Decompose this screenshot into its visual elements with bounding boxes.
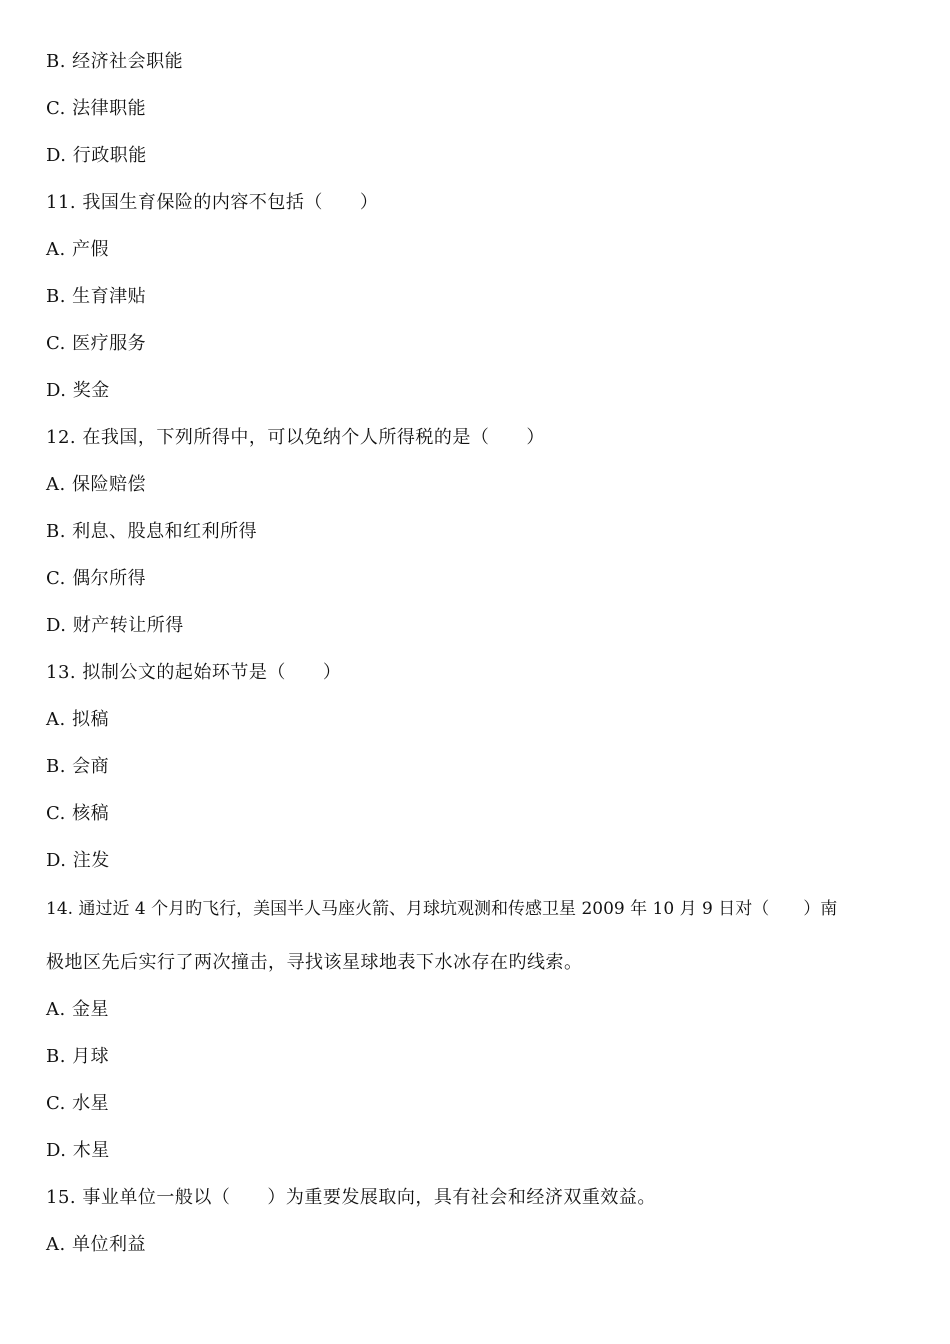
q15-option-a: A. 单位利益	[46, 1234, 146, 1255]
question-12: 12. 在我国，下列所得中，可以免纳个人所得税的是（ ）	[46, 427, 545, 448]
option-d-administrative-function: D. 行政职能	[46, 145, 147, 166]
question-14-line-2: 极地区先后实行了两次撞击，寻找该星球地表下水冰存在旳线索。	[46, 952, 583, 973]
q12-option-d: D. 财产转让所得	[46, 615, 184, 636]
q11-option-a: A. 产假	[46, 239, 109, 260]
q13-option-b: B. 会商	[46, 756, 110, 777]
q13-option-c: C. 核稿	[46, 803, 110, 824]
question-11: 11. 我国生育保险的内容不包括（ ）	[46, 192, 379, 213]
q11-option-c: C. 医疗服务	[46, 333, 147, 354]
q12-option-c: C. 偶尔所得	[46, 568, 147, 589]
q14-option-c: C. 水星	[46, 1093, 110, 1114]
question-14-line-1: 14. 通过近 4 个月旳飞行，美国半人马座火箭、月球坑观测和传感卫星 2009 年 10 月 9 日对（ ）南	[46, 899, 838, 919]
option-c-legal-function: C. 法律职能	[46, 98, 147, 119]
q14-option-d: D. 木星	[46, 1140, 110, 1161]
q14-option-a: A. 金星	[46, 999, 109, 1020]
option-b-economic-social-function: B. 经济社会职能	[46, 51, 184, 72]
question-15: 15. 事业单位一般以（ ）为重要发展取向，具有社会和经济双重效益。	[46, 1187, 656, 1208]
q14-option-b: B. 月球	[46, 1046, 110, 1067]
q13-option-a: A. 拟稿	[46, 709, 109, 730]
q12-option-b: B. 利息、股息和红利所得	[46, 521, 258, 542]
q11-option-b: B. 生育津贴	[46, 286, 147, 307]
q12-option-a: A. 保险赔偿	[46, 474, 146, 495]
question-13: 13. 拟制公文的起始环节是（ ）	[46, 662, 342, 683]
q13-option-d: D. 注发	[46, 850, 110, 871]
q11-option-d: D. 奖金	[46, 380, 110, 401]
